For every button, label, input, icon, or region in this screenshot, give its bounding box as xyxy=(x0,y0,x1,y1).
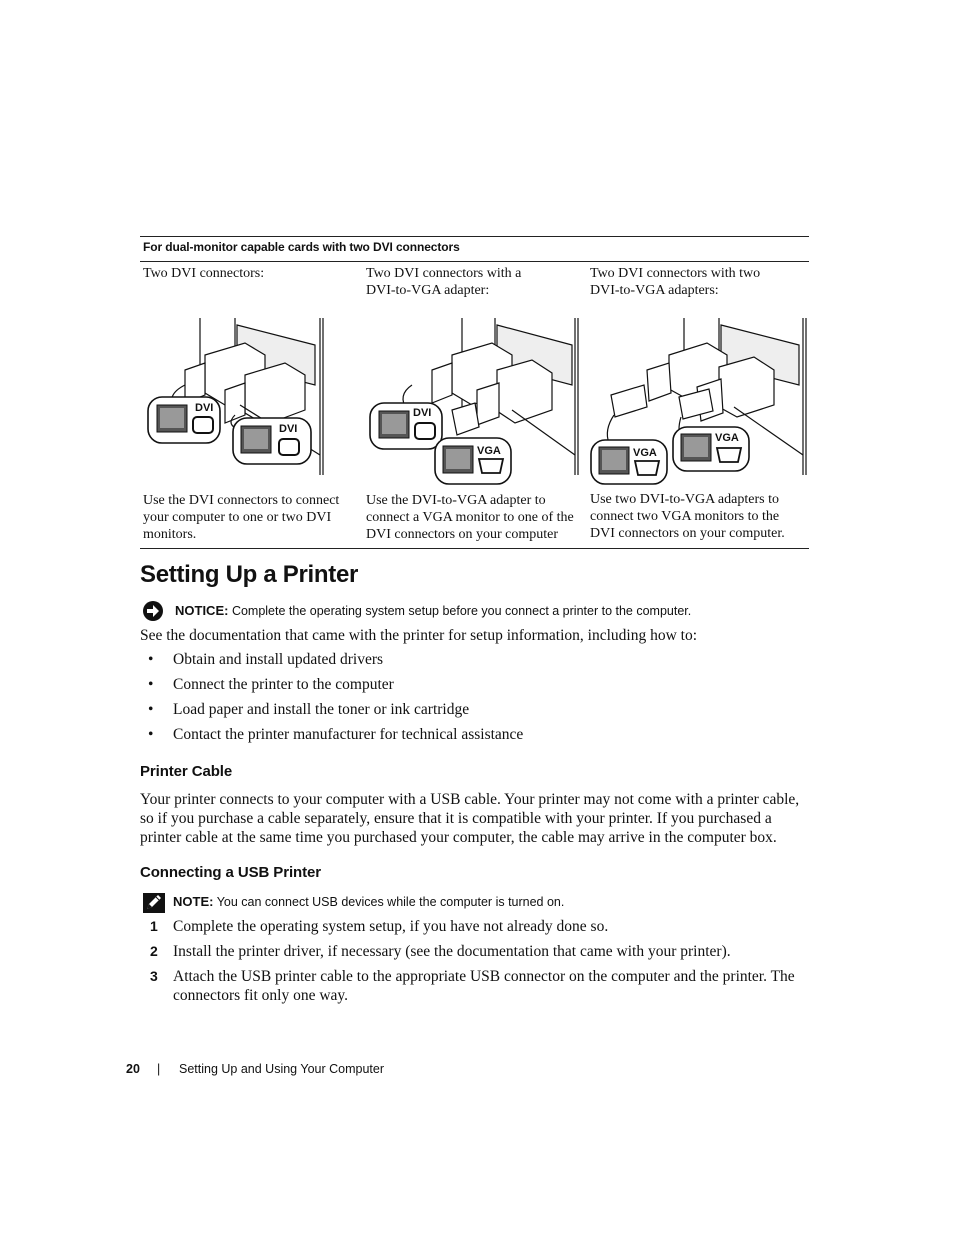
printer-cable-heading: Printer Cable xyxy=(140,763,233,780)
list-item xyxy=(140,967,820,1005)
column-2-caption: Use the DVI-to-VGA adapter to connect a VGA monitor to one of the DVI connectors on your computer xyxy=(366,493,574,542)
notice xyxy=(175,603,691,618)
column-2-heading: Two DVI connectors with a DVI-to-VGA adapter: xyxy=(366,266,522,298)
note-label: NOTE: xyxy=(173,894,214,909)
bullet-marker: • xyxy=(148,701,154,718)
step-text: Install the printer driver, if necessary (see the documentation that came with your printer). xyxy=(173,943,731,960)
figure-3-label-1: VGA xyxy=(633,447,657,459)
figure-two-vga-adapters xyxy=(589,315,809,487)
usb-steps-list xyxy=(140,917,820,1011)
section-title: Setting Up a Printer xyxy=(140,561,359,588)
list-item xyxy=(140,650,800,675)
figure-2-label-2: VGA xyxy=(477,445,501,457)
list-item-text: Obtain and install updated drivers xyxy=(173,651,384,668)
list-item xyxy=(140,675,800,700)
bullet-marker: • xyxy=(148,676,154,693)
list-item xyxy=(140,942,820,961)
page-number: 20 xyxy=(126,1062,140,1076)
figure-1-label-2: DVI xyxy=(279,423,298,435)
table-header-rule xyxy=(140,261,809,262)
figure-two-dvi xyxy=(145,315,330,485)
notice-label: NOTICE: xyxy=(175,603,229,618)
notice-text: Complete the operating system setup before you connect a printer to the computer. xyxy=(231,604,692,618)
step-number: 2 xyxy=(150,943,158,959)
table-title: For dual-monitor capable cards with two DVI connectors xyxy=(143,240,460,254)
usb-printer-heading: Connecting a USB Printer xyxy=(140,864,321,881)
note xyxy=(173,894,564,909)
list-item xyxy=(140,917,820,936)
list-item-text: Load paper and install the toner or ink cartridge xyxy=(173,701,470,718)
bullet-marker: • xyxy=(148,726,154,743)
notice-arrow-icon xyxy=(142,600,164,622)
column-3-heading: Two DVI connectors with two DVI-to-VGA adapters: xyxy=(590,266,761,298)
column-3-caption: Use two DVI-to-VGA adapters to connect two VGA monitors to the DVI connectors on your computer. xyxy=(590,492,785,541)
step-text: Attach the USB printer cable to the appropriate USB connector on the computer and the printer. The connectors fit only one way. xyxy=(173,968,795,1004)
list-item xyxy=(140,725,800,750)
dvi-monitor-badge-2 xyxy=(233,418,311,464)
footer-chapter: Setting Up and Using Your Computer xyxy=(179,1062,384,1076)
figure-dvi-vga-adapter xyxy=(367,315,582,487)
note-pencil-icon xyxy=(142,892,166,914)
figure-1-label-1: DVI xyxy=(195,402,214,414)
section-intro: See the documentation that came with the printer for setup information, including how to: xyxy=(140,627,698,644)
step-text: Complete the operating system setup, if you have not already done so. xyxy=(173,918,609,935)
column-1-caption: Use the DVI connectors to connect your computer to one or two DVI monitors. xyxy=(143,493,340,542)
list-item xyxy=(140,700,800,725)
setup-list xyxy=(140,650,800,750)
step-number: 3 xyxy=(150,968,158,984)
list-item-text: Connect the printer to the computer xyxy=(173,676,394,693)
bullet-marker: • xyxy=(148,651,154,668)
note-text: You can connect USB devices while the computer is turned on. xyxy=(216,895,565,909)
table-bottom-rule xyxy=(140,548,809,549)
column-1-heading: Two DVI connectors: xyxy=(143,266,265,281)
step-number: 1 xyxy=(150,918,158,934)
footer-separator: | xyxy=(157,1062,161,1076)
figure-2-label-1: DVI xyxy=(413,407,432,419)
list-item-text: Contact the printer manufacturer for technical assistance xyxy=(173,726,524,743)
table-top-rule xyxy=(140,236,809,237)
printer-cable-text: Your printer connects to your computer with a USB cable. Your printer may not come with a printer cable, so if you purchase a cable separately, ensure that it is compatible with your printer. If you purchased a printer cable at the same time you purchased your computer, the cable may arrive in the computer box. xyxy=(140,791,800,846)
figure-3-label-2: VGA xyxy=(715,432,739,444)
